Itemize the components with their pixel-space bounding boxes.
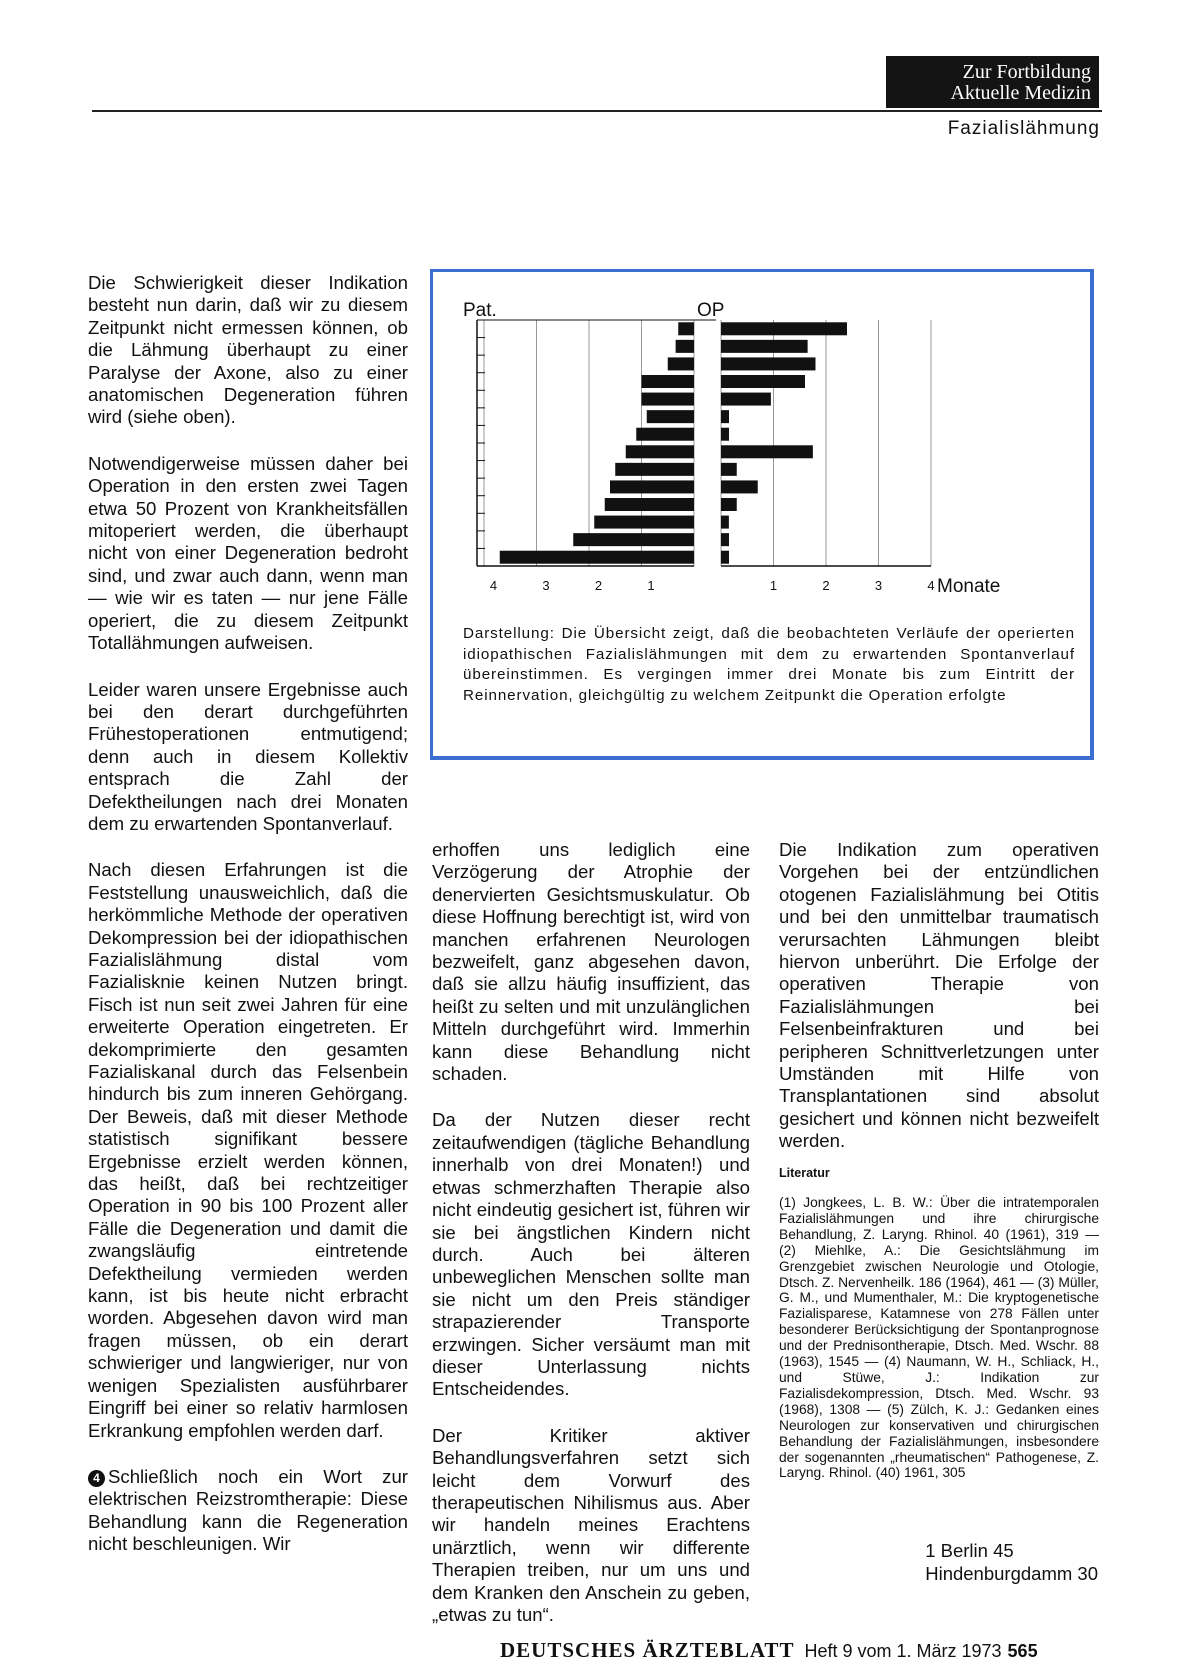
literature-heading: Literatur [779,1166,830,1180]
x-tick-left: 1 [647,578,655,593]
address-line-1: 1 Berlin 45 [925,1540,1014,1561]
literature-list: (1) Jongkees, L. B. W.: Über die intratemporalen Fazialislähmungen und ihre chirurgische Behandlung, Z. Laryng. Rhinol. 40 (1961), 319 — (2) Miehlke, A.: Die Gesichtslähmung im Grenzgebiet zwischen Neurologie und Otologie, Dtsch. Z. Nervenheilk. 186 (1964), 461 — (3) Müller, G. M., und Mumenthaler, M.: Die kryptogenetische Fazialisparese, Katamnese von 278 Fällen unter besonderer Berücksichtigung der Spontanprognose und der Prednisontherapie, Dtsch. Med. Wschr. 88 (1963), 1545 — (4) Naumann, W. H., Schliack, H., und Stüwe, J.: Indikation zur Fazialisdekompression, Dtsch. Med. Wschr. 93 (1968), 1308 — (5) Zülch, K. J.: Gedanken eines Neurologen zur konservativen und chirurgischen Behandlung der Fazialislähmungen, insbesondere der sogenannten „rheumatischen“ Pathogenese, Z. Laryng. Rhinol. (40) 1961, 305 [779,1195,1099,1481]
bar-right-9 [721,463,737,476]
author-address [925,1540,1098,1585]
section-badge [886,56,1099,108]
paragraph: Notwendigerweise müssen daher bei Operation in den ersten zwei Tagen etwa 50 Prozent von Krankheitsfällen mitoperiert werden, die überhaupt nicht von einer Degeneration bedroht sind, und zwar auch dann, wenn man — wie wir es taten — nur jene Fälle operiert, die zu diesem Zeitpunkt Totallähmungen aufweisen. [88,452,408,654]
x-tick-right: 3 [874,578,883,593]
bar-left-3 [668,357,694,370]
bar-right-11 [721,498,737,511]
op-label: OP [697,300,725,321]
badge-line-2: Aktuelle Medizin [950,82,1091,104]
x-tick-left: 3 [542,578,550,593]
text-column-3 [779,839,1099,1177]
journal-name: DEUTSCHES ÄRZTEBLATT [500,1638,795,1662]
bar-left-7 [636,428,694,441]
header-rule [92,110,1102,112]
bar-left-12 [594,516,694,529]
bar-right-8 [721,445,813,458]
paragraph-text: Schließlich noch ein Wort zur elektrischen Reizstromtherapie: Diese Behandlung kann die Regeneration nicht beschleunigen. Wir [88,1465,408,1555]
section-title: Fazialislähmung [947,118,1100,139]
bar-left-8 [626,445,694,458]
bar-left-2 [676,340,694,353]
x-tick-right: 1 [769,578,778,593]
paragraph: Der Kritiker aktiver Behandlungsverfahren setzt sich leicht dem Vorwurf des therapeutischen Nihilismus aus. Aber wir handeln meines Erachtens unärztlich, wenn wir differente Therapien treiben, nur um uns und dem Kranken den Anschein zu geben, „etwas zu tun“. [432,1424,750,1625]
bar-right-12 [721,516,729,529]
bar-right-7 [721,428,729,441]
bar-right-5 [721,393,771,406]
bar-right-2 [721,340,808,353]
paragraph: Da der Nutzen dieser recht zeitaufwendigen (tägliche Behandlung innerhalb von drei Monaten!) und etwas schmerzhaften Therapie also nicht eindeutig gesichert ist, führen wir sie bei ängstlichen Kindern nicht durch. Auch bei älteren unbeweglichen Menschen sollte man sie nicht um den Preis ständiger strapazierender Transporte erzwingen. Sicher versäumt man mit dieser Unterlassung nichts Entscheidendes. [432,1109,750,1400]
bar-left-11 [605,498,694,511]
x-tick-right: 4 [927,578,935,593]
bar-right-10 [721,480,758,493]
figure-box [430,269,1094,760]
x-tick-left: 4 [489,578,498,593]
patients-label: Pat. [463,300,497,321]
x-tick-right: 2 [822,578,830,593]
bar-right-1 [721,322,847,335]
bar-left-9 [615,463,694,476]
bar-left-4 [642,375,695,388]
bar-left-10 [610,480,694,493]
section-number-marker: 4 [88,1470,105,1487]
issue-info: Heft 9 vom 1. März 1973 [804,1641,1002,1661]
months-label: Monate [937,576,1001,597]
x-tick-left: 2 [594,578,603,593]
page-number: 565 [1007,1641,1038,1661]
badge-line-1: Zur Fortbildung [962,61,1091,83]
bar-right-4 [721,375,805,388]
bar-left-14 [500,551,694,564]
page-footer [500,1638,1038,1663]
paragraph: Leider waren unsere Ergebnisse auch bei den derart durchgeführten Frühestoperationen entmutigend; denn auch in diesem Kollektiv entsprach die Zahl der Defektheilungen nach drei Monaten dem zu erwartenden Spontanverlauf. [88,678,408,834]
paragraph: Nach diesen Erfahrungen ist die Feststellung unausweichlich, daß die herkömmliche Methode der operativen Dekompression bei der idiopathischen Fazialislähmung distal vom Fazialisknie keinen Nutzen bringt. Fisch ist nun seit zwei Jahren für eine erweiterte Operation eingetreten. Er dekomprimierte den gesamten Fazialiskanal durch das Felsenbein hindurch bis zum inneren Gehörgang. Der Beweis, daß mit dieser Methode statistisch signifikant bessere Ergebnisse erzielt werden können, das heißt, daß bei rechtzeitiger Operation in 90 bis 100 Prozent aller Fälle die Degeneration und damit die zwangsläufig eintretende Defektheilung vermieden werden kann, ist bis heute nicht erbracht worden. Abgesehen davon wird man fragen müssen, ob ein derart schwieriger und langwieriger, nur von wenigen Spezialisten ausführbarer Eingriff bei einer so relativ harmlosen Erkrankung empfohlen werden darf. [88,859,408,1441]
bar-left-6 [647,410,694,423]
text-column-2 [432,839,750,1650]
paragraph: Die Indikation zum operativen Vorgehen bei der entzündlichen otogenen Fazialislähmung bei Otitis und bei den unmittelbar traumatisch verursachten Lähmungen bleibt hiervon unberührt. Die Erfolge der operativen Therapie von Fazialislähmungen bei Felsenbeinfrakturen und bei peripheren Schnittverletzungen unter Umständen mit Hilfe von Transplantationen sind absolut gesichert und können nicht bezweifelt werden. [779,839,1099,1152]
paragraph-last [88,1466,408,1556]
bar-right-6 [721,410,729,423]
bar-right-3 [721,357,816,370]
bar-left-1 [678,322,694,335]
bar-chart [433,272,1091,622]
bar-right-14 [721,551,729,564]
paragraph: erhoffen uns lediglich eine Verzögerung der Atrophie der denervierten Gesichtsmuskulatur. Ob diese Hoffnung berechtigt ist, wird von manchen erfahrenen Neurologen bezweifelt, ganz abgesehen davon, daß sie allzu häufig insuffizient, das heißt zu selten und mit unzulänglichen Mitteln durchgeführt wird. Immerhin kann diese Behandlung nicht schaden. [432,839,750,1085]
bar-left-13 [573,533,694,546]
text-column-1 [88,272,408,1580]
bar-right-13 [721,533,729,546]
figure-caption: Darstellung: Die Übersicht zeigt, daß die beobachteten Verläufe der operierten idiopathischen Fazialislähmungen mit dem zu erwartenden Spontanverlauf übereinstimmen. Es vergingen immer drei Monate bis zum Eintritt der Reinnervation, gleichgültig zu welchem Zeitpunkt die Operation erfolgte [463,625,1075,704]
address-line-2: Hindenburgdamm 30 [925,1562,1098,1584]
bar-left-5 [642,393,695,406]
paragraph: Die Schwierigkeit dieser Indikation besteht nun darin, daß wir zu diesem Zeitpunkt nicht ermessen können, ob die Lähmung überhaupt zu einer Paralyse der Axone, also zu einer anatomischen Degeneration führen wird (siehe oben). [88,272,408,428]
